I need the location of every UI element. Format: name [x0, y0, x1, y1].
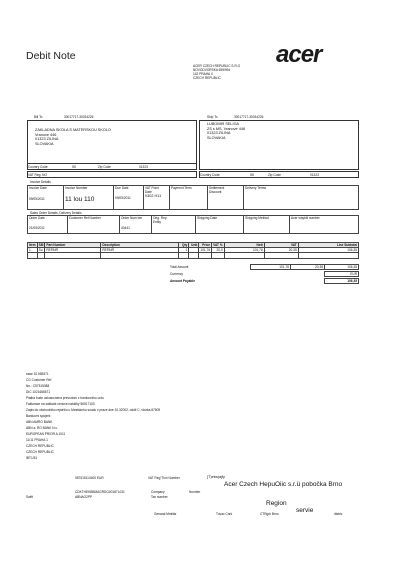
- company-address: ACER CZECH REPUBLIC S.R.O NOVODVORSKA 659/994 142 PRAHA 4 CZECH REPUBLIC: [193, 64, 241, 80]
- vat-reg-row: [27, 171, 197, 178]
- tax-number-label: Tax number: [151, 495, 168, 499]
- swift-iban-line: CDKTHEKBBMAGRDG00187L031: [75, 490, 125, 494]
- currency-label: Currency: [170, 272, 183, 276]
- vat-reg-value: [T)ebs)ajfy: [207, 475, 225, 479]
- invoice-number: 11 lou 110: [65, 196, 95, 203]
- footer-info: case 10.585371 CG Customer Ref No.: C57515388 DIC 1021666671 Platba bude uskutocnena prevodom z bankovniho uctu Fakturace na zaklade cenove nabidky 56517103 Zapis do obchodniho rejstriku u Mestskeho soudu v praze dne 10.32002, oddil C, vlozka 87509 Bankovni spojeni: ABN AMRO BANK ABN a. RO BANK N.v. EUROPEAN PRIOR A 1011 11/11 PRAHA 1 CZECH REPUBLIC CZECH REPUBLIC IBT1/51: [26, 372, 161, 460]
- number-label: Number: [189, 490, 201, 494]
- shipto-code: 30017717-30034226: [234, 115, 264, 119]
- manager-city: CTRgrk Brno: [260, 512, 279, 516]
- amount-payable-label: Amount Payable: [170, 279, 195, 283]
- manager-name: Tuvac Cnrk: [216, 512, 233, 516]
- table-row-empty: [28, 253, 359, 259]
- vat-reg-label: VAT Reg"Tion Number: [148, 476, 180, 480]
- amount-payable-cell: 106,35: [324, 278, 359, 284]
- totals-table: 101,76 20,35 106,35: [250, 264, 359, 270]
- general-manager-label: Genaral Mmiilar: [154, 512, 177, 516]
- shipto-label: Ship To: [207, 115, 218, 119]
- table-row: 1 Su REPAIR REPAIR 1 101,76 20,0 101,76 20,35 106,35: [29, 248, 357, 252]
- acer-logo: acer: [276, 41, 322, 68]
- invoice-details-section: Invoice Details: [30, 180, 51, 184]
- sales-details-section: Sales Order Details, Delivery Details: [30, 211, 82, 215]
- billto-code: 30017717-30034226: [64, 115, 94, 119]
- iban-value: 087515110400 EUR: [75, 476, 104, 480]
- sales-details-table: Order Date 21/05/2011 Customer Ref Number Order Num ber 40441 Orig. Rep. Entity Shipping Date Shipping Method Acer waybill number: [27, 215, 359, 234]
- region-label: Region: [266, 500, 287, 507]
- shipto-address: LUBOMIR SELIGA ZS s MS, Vranove 446 01323 ZILINA SLOVAKIA: [207, 122, 246, 140]
- signature-line: Acer Czech HepuOiic s.r.ü pobočka Brno: [224, 481, 343, 488]
- currency-cell: EUR: [324, 271, 359, 277]
- page-title: Debit Note: [26, 50, 76, 62]
- total-amount-label: Total Amount: [170, 265, 189, 269]
- items-header-row: Item SM Part Number Description Qty Unit Price VAT % Nett VAT Line Subtotal: [29, 243, 357, 247]
- district-label: distric: [334, 512, 343, 516]
- invoice-details-table: Invoice Date 09/05/2011 Invoice Number 11 lou 110 Due Date 09/05/2011 VAT Point Date 0302 H11 Payment Term Settlement Discount Delivery Terms: [27, 185, 359, 210]
- billto-country-row: [27, 163, 197, 170]
- items-table: [27, 242, 359, 259]
- servie-label: servie: [296, 507, 314, 514]
- swift-label: Swift: [26, 495, 33, 499]
- swift-code: ABNAO2PP: [75, 495, 93, 499]
- billto-address: ZAKLADNA SKOLA S MATERSKOU SKOLO Vranove 446 01323 ZILINA SLOVAKIA: [35, 128, 111, 146]
- billto-label: Bill To: [34, 115, 43, 119]
- company-label: Company: [151, 490, 165, 494]
